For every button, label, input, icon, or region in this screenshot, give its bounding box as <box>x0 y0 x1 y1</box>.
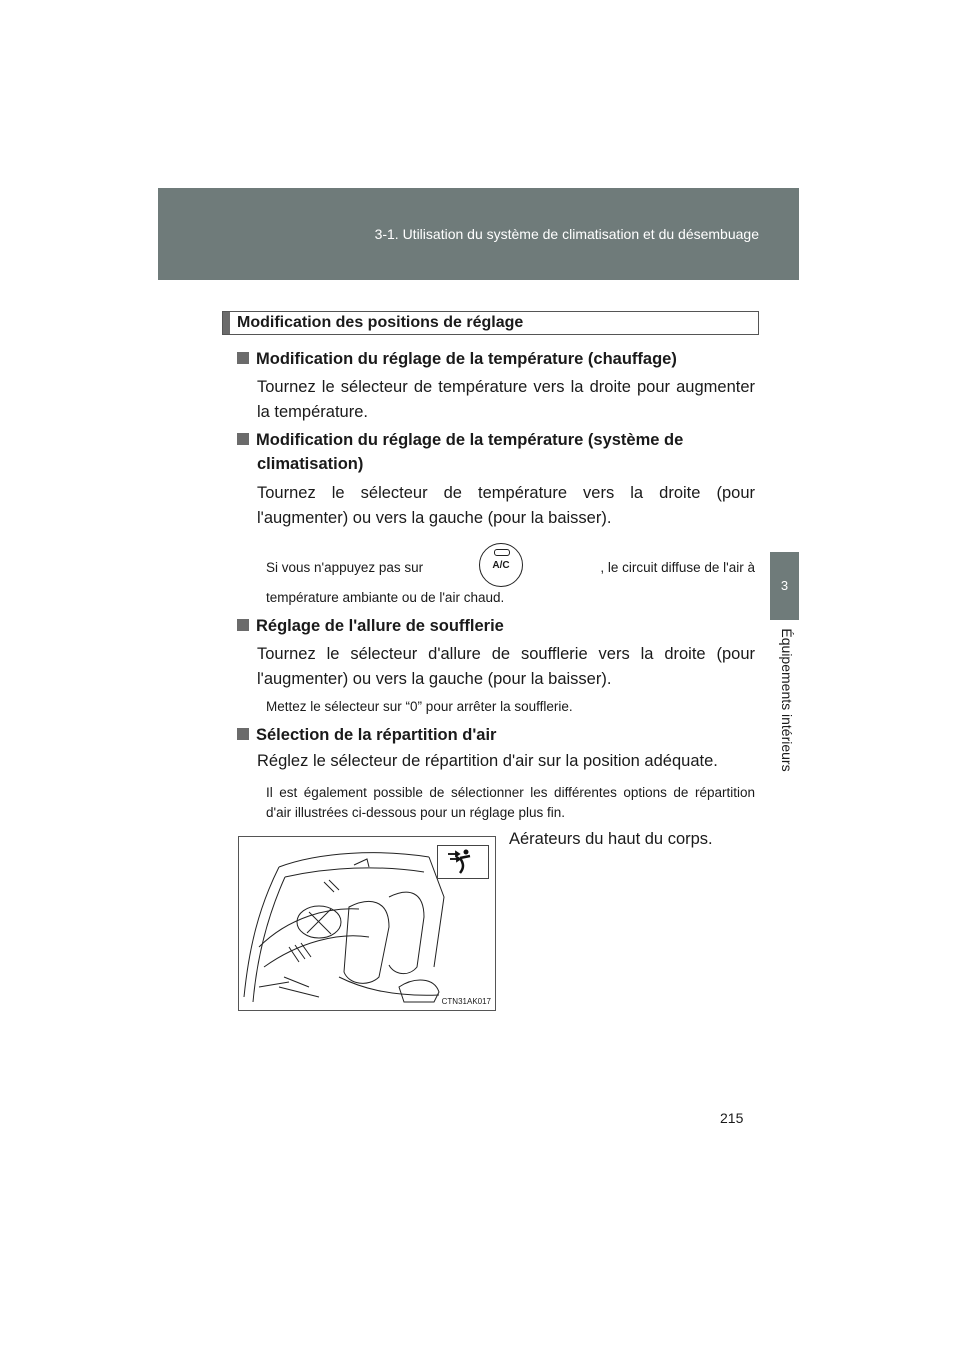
square-bullet-icon <box>237 352 249 364</box>
page-number: 215 <box>720 1110 744 1126</box>
item-heading: Sélection de la répartition d'air <box>237 726 496 745</box>
car-interior-illustration <box>238 836 496 1011</box>
item-heading: Réglage de l'allure de soufflerie <box>237 617 504 636</box>
ac-note-line2: température ambiante ou de l'air chaud. <box>266 590 505 605</box>
upper-body-vent-icon <box>437 845 489 879</box>
item-text: Tournez le sélecteur de température vers la droite pour augmenter la température. <box>257 378 755 421</box>
item-heading-cont: climatisation) <box>257 455 364 473</box>
ac-button-label: A/C <box>492 560 510 571</box>
ac-indicator-icon <box>494 549 510 556</box>
section-heading <box>222 311 759 335</box>
item-note: Mettez le sélecteur sur “0” pour arrêter la soufflerie. <box>266 699 573 714</box>
ac-note-start: Si vous n'appuyez pas sur <box>266 560 424 575</box>
item-text: Tournez le sélecteur d'allure de soufflerie vers la droite (pour l'augmenter) ou vers la gauche (pour la baisser). <box>257 645 755 688</box>
section-title: Modification des positions de réglage <box>237 314 524 331</box>
item-text: Réglez le sélecteur de répartition d'air sur la position adéquate. <box>257 752 718 770</box>
square-bullet-icon <box>237 619 249 631</box>
ac-button-icon <box>479 543 523 587</box>
section-heading-bar <box>223 312 230 334</box>
side-tab-label: Équipements intérieurs <box>779 628 795 772</box>
square-bullet-icon <box>237 433 249 445</box>
ac-note-end: , le circuit diffuse de l'air à <box>600 560 755 575</box>
item-note: Il est également possible de sélectionner les différentes options de répartition d'air illustrées ci-dessous pour un réglage plus fin. <box>266 785 755 820</box>
item-heading: Modification du réglage de la température (chauffage) <box>237 350 677 369</box>
item-text: Tournez le sélecteur de température vers la droite (pour l'augmenter) ou vers la gauche (pour la baisser). <box>257 484 755 527</box>
chapter-header <box>158 188 799 280</box>
side-tab-number: 3 <box>780 578 789 593</box>
square-bullet-icon <box>237 728 249 740</box>
figure-caption: CTN31AK017 <box>441 997 491 1006</box>
item-heading: Modification du réglage de la température (système de <box>237 431 757 450</box>
chapter-title: 3-1. Utilisation du système de climatisation et du désembuage <box>374 226 759 242</box>
figure-label: Aérateurs du haut du corps. <box>509 830 713 848</box>
